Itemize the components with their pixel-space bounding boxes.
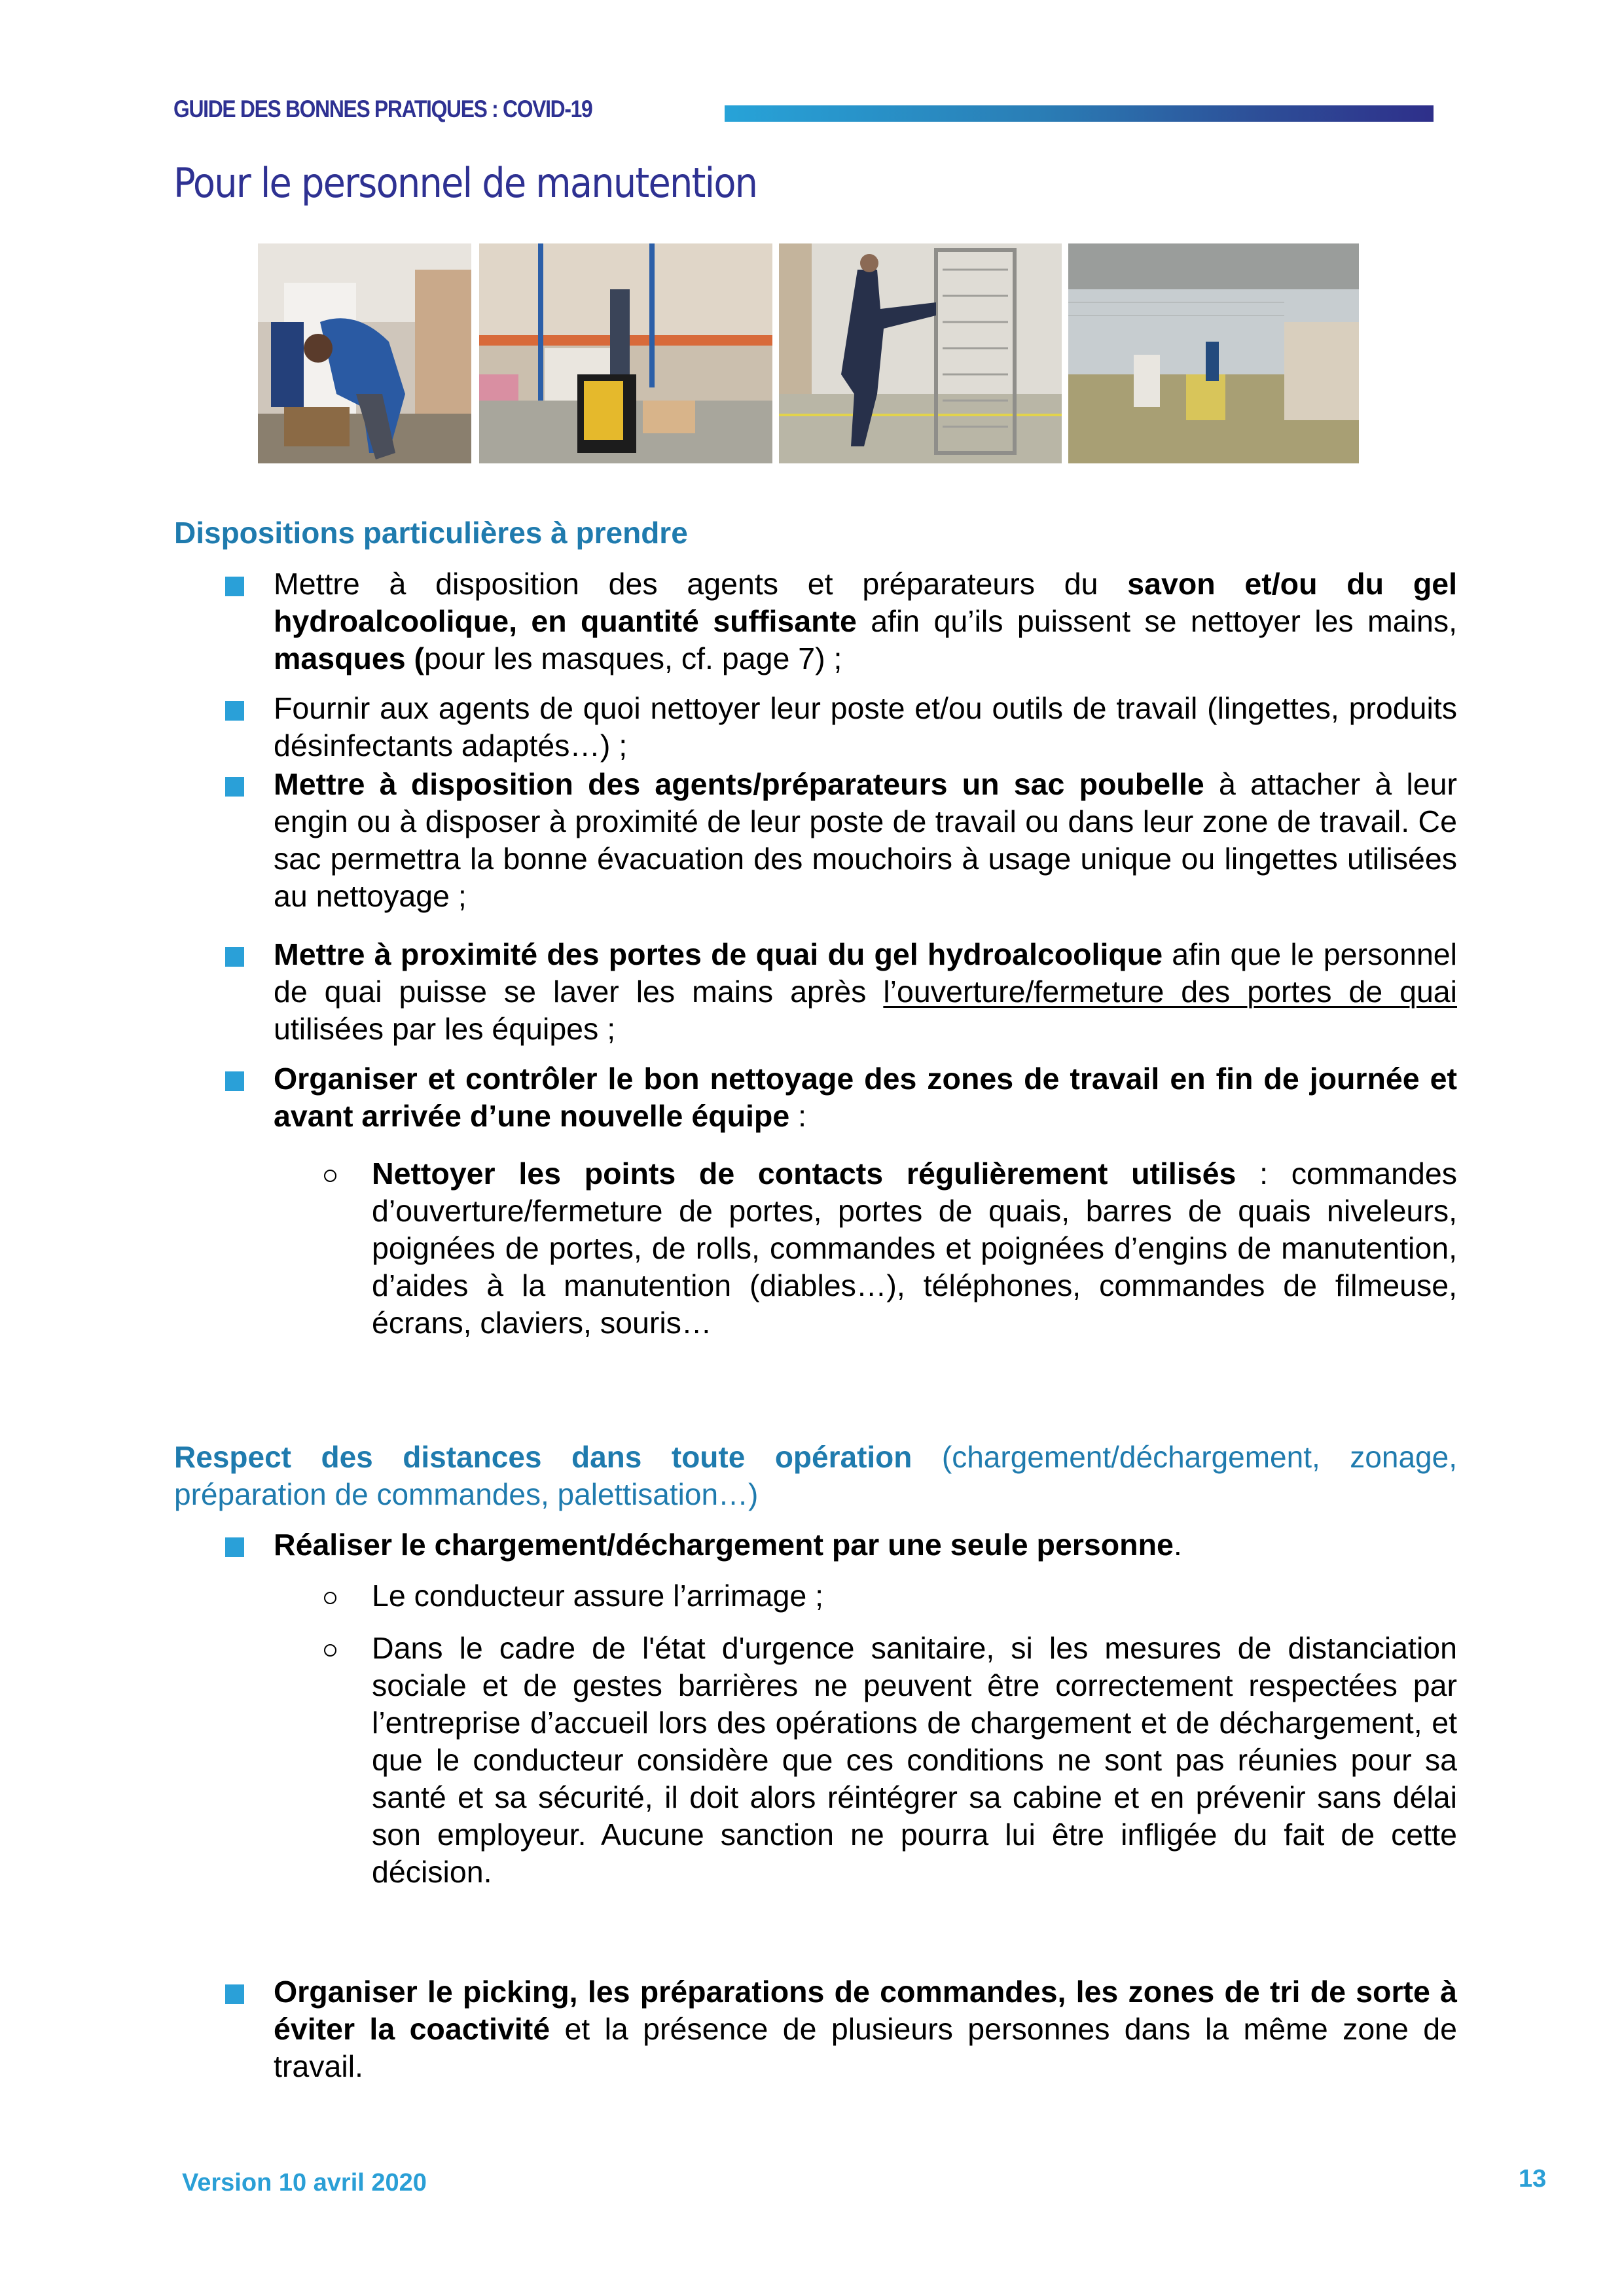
sub-item-text: : commandes d’ouverture/fermeture de portes, portes de quais, barres de quais niveleurs, poignées de portes, de rolls, commandes et poignées d’engins de manutention, d’aides à la manutention (diables…), téléphones, commandes de filmeuse, écrans, claviers, souris… [372, 1157, 1457, 1340]
sub-item-text: Dans le cadre de l'état d'urgence sanitaire, si les mesures de distanciation sociale et de gestes barrières ne peuvent être correctement respectées par l’entreprise d’accueil lors des opérations de chargement et de déchargement, et que le conducteur considère que ces conditions ne sont pas réunies pour sa santé et sa sécurité, il doit alors réintégrer sa cabine et en prévenir sans délai son employeur. Aucune sanction ne pourra lui être infligée du fait de cette décision. [372, 1631, 1457, 1889]
list-item [274, 1526, 1457, 1564]
item-text-underlined: l’ouverture/fermeture des portes de quai [883, 975, 1457, 1009]
list-item [274, 936, 1457, 1048]
sub-list-item [372, 1630, 1457, 1891]
section-heading-dispositions: Dispositions particulières à prendre [174, 516, 688, 550]
item-text: utilisées par les équipes ; [274, 1012, 616, 1046]
item-text: pour les masques, cf. page 7) ; [424, 641, 842, 675]
list-item [274, 565, 1457, 677]
sub-item-text-bold: Nettoyer les points de contacts régulièrement utilisés [372, 1157, 1236, 1191]
photo-roll-cage [779, 243, 1062, 463]
square-bullet-icon [225, 1984, 244, 2004]
warehouse-photo-3 [779, 243, 1062, 463]
item-text: et la présence de plusieurs personnes dans la même zone de travail. [274, 2012, 1457, 2083]
guide-header-title: GUIDE DES BONNES PRATIQUES : COVID-19 [173, 96, 592, 122]
list-item [274, 1060, 1457, 1135]
circle-bullet-icon [324, 1592, 336, 1604]
item-text-bold: Réaliser le chargement/déchargement par une seule personne [274, 1528, 1174, 1562]
list-item [274, 1973, 1457, 2085]
square-bullet-icon [225, 947, 244, 967]
circle-bullet-icon [324, 1170, 336, 1182]
item-text-bold: Organiser et contrôler le bon nettoyage des zones de travail en fin de journée et avant arrivée d’une nouvelle équipe [274, 1062, 1457, 1133]
page-title: Pour le personnel de manutention [173, 159, 757, 207]
photo-worker-boxes [258, 243, 471, 463]
photo-warehouse-cart [1068, 243, 1359, 463]
item-text: : [789, 1099, 807, 1133]
square-bullet-icon [225, 701, 244, 721]
sub-list-item [372, 1577, 1457, 1615]
version-footer: Version 10 avril 2020 [182, 2169, 427, 2197]
list-item [274, 766, 1457, 915]
sub-list-item [372, 1155, 1457, 1342]
item-text-bold: Mettre à proximité des portes de quai du gel hydroalcoolique [274, 937, 1163, 971]
sub-item-text: Le conducteur assure l’arrimage ; [372, 1579, 824, 1613]
list-item [274, 690, 1457, 764]
warehouse-photo-1 [258, 243, 471, 463]
item-text-bold: savon et/ou du gel hydroalcoolique, en quantité suffisante [274, 567, 1458, 638]
section-heading-bold: Respect des distances dans toute opération [174, 1440, 912, 1474]
item-text: Mettre à disposition des agents et préparateurs du [274, 567, 1128, 601]
item-text: à attacher à leur engin ou à disposer à proximité de leur poste de travail ou dans leur zone de travail. Ce sac permettra la bonne évacuation des mouchoirs à usage unique ou lingettes utilisées au nettoyage ; [274, 767, 1457, 913]
item-text-bold: Mettre à disposition des agents/préparateurs un sac poubelle [274, 767, 1204, 801]
section-heading-rest: (chargement/déchargement, zonage, préparation de commandes, palettisation…) [174, 1440, 1457, 1511]
photo-pallet-truck [479, 243, 772, 463]
page-number: 13 [1519, 2165, 1547, 2193]
circle-bullet-icon [324, 1644, 336, 1657]
square-bullet-icon [225, 577, 244, 596]
square-bullet-icon [225, 777, 244, 797]
square-bullet-icon [225, 1537, 244, 1557]
warehouse-photo-4 [1068, 243, 1359, 463]
square-bullet-icon [225, 1071, 244, 1091]
warehouse-photo-2 [479, 243, 772, 463]
item-text: afin que le personnel de quai puisse se laver les mains après [274, 937, 1458, 1009]
header-gradient-bar [725, 105, 1434, 122]
section-heading-distances [174, 1439, 1457, 1513]
item-text: . [1173, 1528, 1182, 1562]
item-text-bold: masques ( [274, 641, 425, 675]
item-text: afin qu’ils puissent se nettoyer les mains, [856, 604, 1457, 638]
item-text: Fournir aux agents de quoi nettoyer leur poste et/ou outils de travail (lingettes, produits désinfectants adaptés…) ; [274, 691, 1457, 762]
item-text-bold: Organiser le picking, les préparations de commandes, les zones de tri de sorte à éviter la coactivité [274, 1975, 1457, 2046]
